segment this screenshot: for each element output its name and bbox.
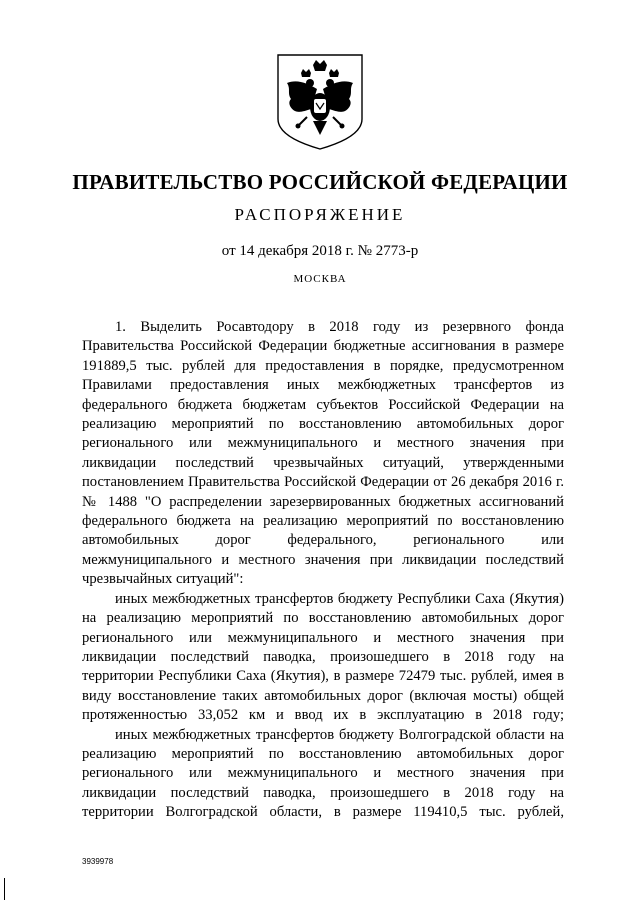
coat-of-arms-icon (273, 53, 367, 151)
paragraph-1: 1. Выделить Росавтодору в 2018 году из резервного фонда Правительства Российской Федерации бюджетные ассигнования в размере 191889,5 тыс. рублей для предоставления в порядке, предусмотренном Правилами предоставления иных межбюджетных трансфертов из федерального бюджета бюджетам субъектов Российской Федерации на реализацию мероприятий по восстановлению автомобильных дорог регионального или межмуниципального и местного значения при ликвидации последствий чрезвычайных ситуаций, утвержденными постановлением Правительства Российской Федерации от 26 декабря 2016 г. № 1488 "О распределении зарезервированных бюджетных ассигнований федерального бюджета на реализацию мероприятий по восстановлению автомобильных дорог федерального, регионального или межмуниципального и местного значения при ликвидации последствий чрезвычайных ситуаций": (82, 319, 564, 588)
paragraph-2: иных межбюджетных трансфертов бюджету Республики Саха (Якутия) на реализацию мероприятий по восстановлению автомобильных дорог регионального или межмуниципального и местного значения при ликвидации последствий паводка, произошедшего в 2018 году на территории Республики Саха (Якутия), в размере 72479 тыс. рублей, имея в виду восстановление таких автомобильных дорог (включая мосты) общей протяженностью 33,052 км и ввод их в эксплуатацию в 2018 году; (82, 590, 564, 724)
margin-line (4, 878, 5, 900)
government-title: ПРАВИТЕЛЬСТВО РОССИЙСКОЙ ФЕДЕРАЦИИ (72, 170, 568, 194)
paragraph-3: иных межбюджетных трансфертов бюджету Волгоградской области на реализацию мероприятий по восстановлению автомобильных дорог регионального или межмуниципального и местного значения при ликвидации последствий паводка, произошедшего в 2018 году на территории Волгоградской области, в размере 119410,5 тыс. рублей, (82, 726, 564, 821)
document-body (82, 318, 564, 823)
document-city: МОСКВА (293, 273, 347, 285)
document-date-number: от 14 декабря 2018 г. № 2773-р (221, 243, 419, 259)
document-id-footer: 3939978 (82, 857, 114, 866)
document-type: РАСПОРЯЖЕНИЕ (234, 205, 406, 224)
